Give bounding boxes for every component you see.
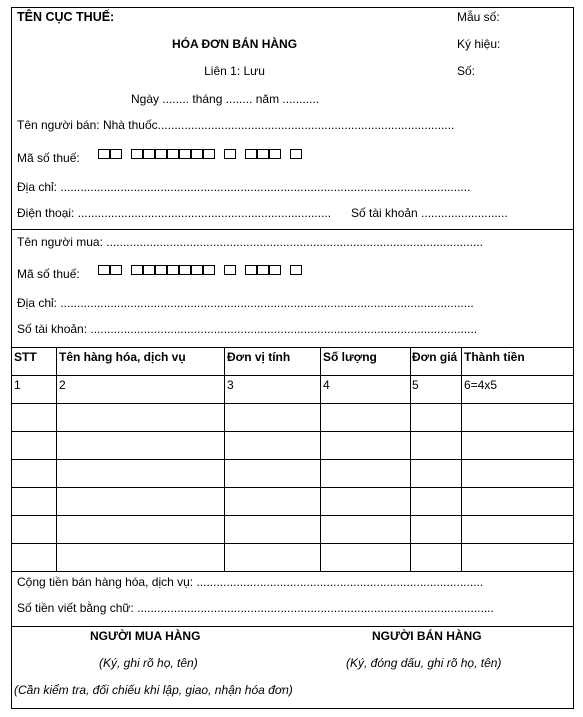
invoice-title: HÓA ĐƠN BÁN HÀNG [171,37,298,51]
amount-in-words-field: Số tiền viết bằng chữ: ........................................................................................................... [17,601,494,615]
index-cell: 6=4x5 [464,378,498,392]
seller-name-field: Tên người bán: Nhà thuốc......................................................................................... [17,118,455,132]
header-unit: Đơn vị tính [227,350,291,364]
header-goods-name: Tên hàng hóa, dịch vụ [59,350,186,364]
buyer-name-field: Tên người mua: ................................................................................................................. [17,235,484,249]
seller-address-field: Địa chỉ: ........................................................................................................................... [17,180,471,194]
table-top-border [12,347,573,348]
buyer-address-field: Địa chỉ: ............................................................................................................................ [17,296,474,310]
index-cell: 5 [412,378,419,392]
copy-label: Liên 1: Lưu [204,64,265,78]
seller-tax-code-boxes [98,149,302,159]
seller-signature-title: NGƯỜI BÁN HÀNG [372,629,482,643]
buyer-signature-title: NGƯỜI MUA HÀNG [90,629,201,643]
index-cell: 2 [59,378,66,392]
buyer-tax-code-boxes [98,265,302,275]
header-unit-price: Đơn giá [412,350,458,364]
divider [12,229,573,230]
subtotal-field: Cộng tiền bán hàng hóa, dịch vụ: ...................................................................................... [17,575,484,589]
header-stt: STT [14,350,37,364]
form-number-label: Mẫu số: [457,10,500,24]
buyer-signature-note: (Ký, ghi rõ họ, tên) [99,656,198,670]
seller-tax-code-label: Mã số thuế: [17,151,80,165]
table-bottom-border [12,571,573,572]
buyer-account-field: Số tài khoản: .................................................................................................................... [17,322,478,336]
index-cell: 1 [14,378,21,392]
invoice-form [11,7,574,709]
serial-number-label: Số: [457,64,476,78]
divider [12,626,573,627]
date-line: Ngày ........ tháng ........ năm ........... [131,92,320,106]
tax-department-label: TÊN CỤC THUẾ: [17,10,115,24]
seller-account-field: Số tài khoản .......................... [351,206,508,220]
header-quantity: Số lượng [323,350,377,364]
buyer-tax-code-label: Mã số thuế: [17,267,80,281]
index-cell: 3 [227,378,234,392]
symbol-label: Ký hiệu: [457,37,501,51]
seller-signature-note: (Ký, đóng dấu, ghi rõ họ, tên) [346,656,502,670]
seller-phone-field: Điện thoại: ............................................................................ [17,206,332,220]
index-cell: 4 [323,378,330,392]
footer-note: (Cần kiểm tra, đối chiếu khi lập, giao, nhận hóa đơn) [14,683,293,697]
header-amount: Thành tiền [464,350,525,364]
